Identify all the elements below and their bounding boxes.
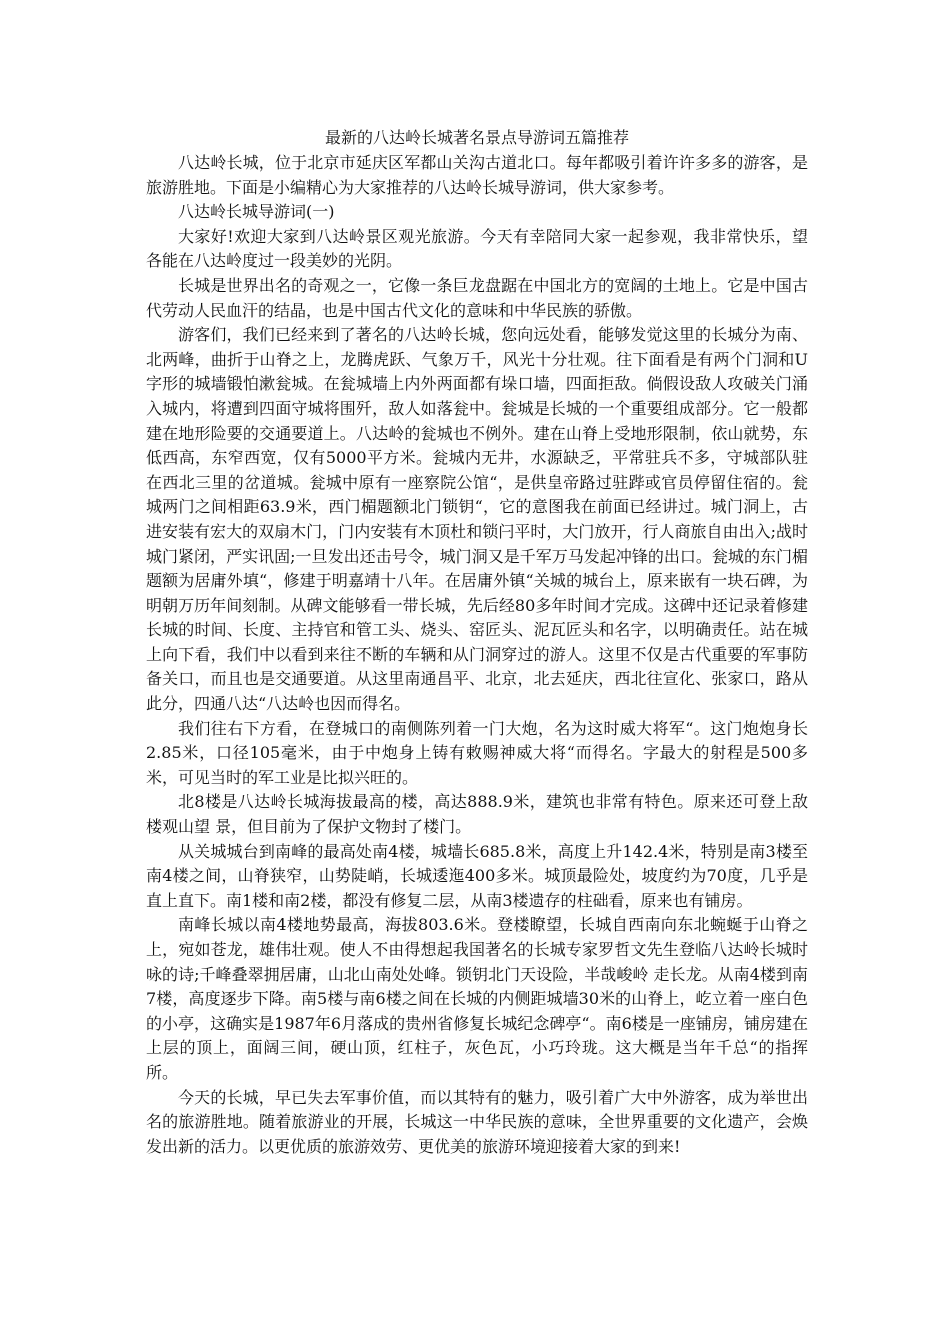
body-paragraph: 从关城城台到南峰的最高处南4楼，城墙长685.8米，高度上升142.4米，特别是南3楼至南4楼之间，山脊狭窄，山势陡峭，长城逶迤400多米。城顶最险处，坡度约为70度，几乎是直上直下。南1楼和南2楼，都没有修复二层，从南3楼遗存的柱础看，原来也有铺房。: [146, 841, 808, 910]
body-paragraph: 大家好!欢迎大家到八达岭景区观光旅游。今天有幸陪同大家一起参观，我非常快乐，望各能在八达岭度过一段美妙的光阴。: [146, 226, 808, 271]
document-page: [146, 124, 808, 1159]
body-paragraph: 南峰长城以南4楼地势最高，海拔803.6米。登楼瞭望，长城自西南向东北蜿蜒于山脊之上，宛如苍龙，雄伟壮观。使人不由得想起我国著名的长城专家罗哲文先生登临八达岭长城时咏的诗;千峰叠翠拥居庸，山北山南处处峰。锁钥北门天设险，半哉峻岭 走长龙。从南4楼到南7楼，高度逐步下降。南5楼与南6楼之间在长城的内侧距城墙30米的山脊上，屹立着一座白色的小亭，这确实是1987年6月落成的贵州省修复长城纪念碑亭“。南6楼是一座铺房，铺房建在上层的顶上，面阔三间，硬山顶，红柱子，灰色瓦，小巧玲珑。这大概是当年千总“的指挥所。: [146, 915, 808, 1082]
body-paragraph: 长城是世界出名的奇观之一，它像一条巨龙盘踞在中国北方的宽阔的土地上。它是中国古代劳动人民血汗的结晶，也是中国古代文化的意味和中华民族的骄傲。: [146, 275, 808, 320]
body-paragraph: 北8楼是八达岭长城海拔最高的楼，高达888.9米，建筑也非常有特色。原来还可登上敌楼观山望 景，但目前为了保护文物封了楼门。: [146, 792, 808, 837]
body-paragraph: 今天的长城，早已失去军事价值，而以其特有的魅力，吸引着广大中外游客，成为举世出名的旅游胜地。随着旅游业的开展，长城这一中华民族的意味，全世界重要的文化遗产，会焕发出新的活力。以更优质的旅游效劳、更优美的旅游环境迎接着大家的到来!: [146, 1087, 808, 1156]
body-paragraph: 我们往右下方看，在登城口的南侧陈列着一门大炮，名为这时威大将军“。这门炮炮身长2.85米，口径105毫米，由于中炮身上铸有敕赐神威大将“而得名。字最大的射程是500多米，可见当时的军工业是比拟兴旺的。: [146, 718, 808, 787]
section-heading: 八达岭长城导游词(一): [178, 202, 335, 222]
intro-paragraph: 八达岭长城，位于北京市延庆区军都山关沟古道北口。每年都吸引着许许多多的游客，是旅游胜地。下面是小编精心为大家推荐的八达岭长城导游词，供大家参考。: [146, 153, 808, 197]
body-paragraph: 游客们，我们已经来到了著名的八达岭长城，您向远处看，能够发觉这里的长城分为南、北两峰，曲折于山脊之上，龙腾虎跃、气象万千，风光十分壮观。往下面看是有两个门洞和U字形的城墙锻怕漱瓮城。在瓮城墙上内外两面都有垛口墙，四面拒敌。倘假设敌人攻破关门涌入城内，将遭到四面守城将围歼，敌人如落瓮中。瓮城是长城的一个重要组成部分。它一般都建在地形险要的交通要道上。八达岭的瓮城也不例外。建在山脊上受地形限制，依山就势，东低西高，东窄西宽，仅有5000平方米。瓮城内无井，水源缺乏，平常驻兵不多，守城部队驻在西北三里的岔道城。瓮城中原有一座察院公馆“，是供皇帝路过驻跸或官员停留住宿的。瓮城两门之间相距63.9米，西门楣题额北门锁钥“，它的意图我在前面已经讲过。城门洞上，古进安装有宏大的双扇木门，门内安装有木顶杜和锁闩平时，大门放开，行人商旅自由出入;战时城门紧闭，严实讯固;一旦发出还击号令，城门洞又是千军万马发起冲锋的出口。瓮城的东门楣题额为居庸外填“，修建于明嘉靖十八年。在居庸外镇“关城的城台上，原来嵌有一块石碑，为明朝万历年间刻制。从碑文能够看一带长城，先后经80多年时间才完成。这碑中还记录着修建长城的时间、长度、主持官和管工头、烧头、窑匠头、泥瓦匠头和名字，以明确责任。站在城上向下看，我们中以看到来往不断的车辆和从门洞穿过的游人。这里不仅是古代重要的军事防备关口，而且也是交通要道。从这里南通昌平、北京，北去延庆，西北往宣化、张家口，路从此分，四通八达“八达岭也因而得名。: [146, 325, 808, 714]
document-title: 最新的八达岭长城著名景点导游词五篇推荐: [324, 128, 629, 147]
